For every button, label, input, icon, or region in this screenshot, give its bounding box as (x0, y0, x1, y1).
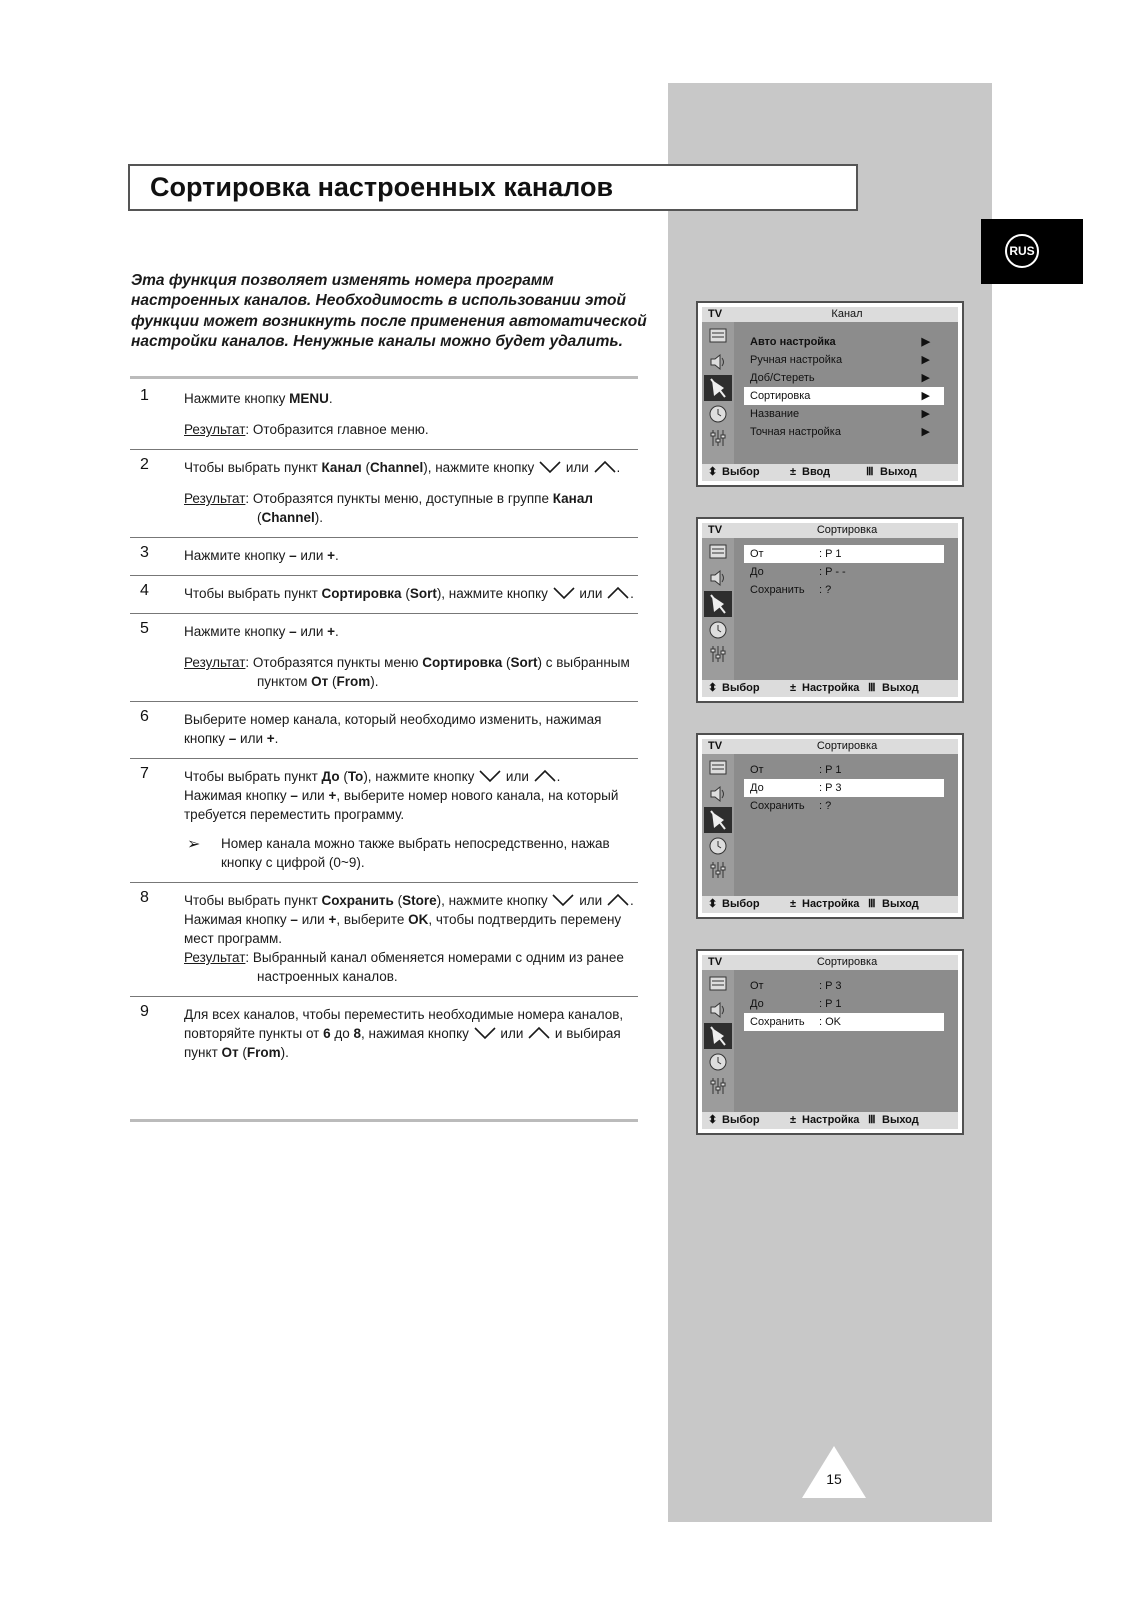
menu-item[interactable]: Точная настройка ▶ (750, 426, 930, 438)
step-result: Результат: Выбранный канал обменяется номерами с одним из ранее настроенных каналов. (184, 950, 624, 984)
step-text: Выберите номер канала, который необходимо изменить, нажимая кнопку – или +. (184, 712, 602, 746)
setup-icon (708, 1076, 728, 1096)
menu-item[interactable]: Ручная настройка ▶ (750, 354, 930, 366)
step-2 (130, 450, 638, 538)
chevron-up-icon (606, 893, 630, 907)
timer-icon (708, 404, 728, 424)
timer-icon (708, 1052, 728, 1072)
step-number: 8 (140, 889, 149, 906)
language-badge: RUS (1005, 234, 1039, 268)
channel-icon (704, 1023, 732, 1049)
chevron-up-icon (593, 460, 617, 474)
step-text: Нажмите кнопку MENU. (184, 391, 333, 406)
updown-icon: ⬍ (708, 466, 718, 478)
page-number: 15 (826, 1471, 842, 1487)
step-text: Чтобы выбрать пункт Сортировка (Sort), нажмите кнопку или . (184, 586, 634, 601)
osd-header: TV Сортировка (702, 523, 958, 538)
step-number: 9 (140, 1003, 149, 1020)
menu-icon: Ⅲ (868, 682, 876, 694)
divider-top (130, 376, 638, 379)
sound-icon (708, 1000, 728, 1020)
osd-header: TV Сортировка (702, 955, 958, 970)
updown-icon: ⬍ (708, 682, 718, 694)
osd-sidebar (702, 754, 734, 896)
step-text: Нажимая кнопку – или +, выберите номер нового канала, на который требуется переместить программу. (184, 788, 619, 822)
sound-icon (708, 352, 728, 372)
chevron-up-icon (527, 1026, 551, 1040)
osd-screen-sort-2 (696, 733, 964, 919)
intro-text: Эта функция позволяет изменять номера программ настроенных каналов. Необходимость в использовании этой функции может возникнуть после применения автоматической настройки каналов. Ненужные каналы можно будет удалить. (131, 272, 647, 351)
step-text: Нажимая кнопку – или +, выберите OK, чтобы подтвердить перемену мест программ. (184, 912, 622, 946)
timer-icon (708, 620, 728, 640)
step-6 (130, 702, 638, 759)
menu-item[interactable]: Сохранить : ? (750, 584, 832, 596)
sound-icon (708, 784, 728, 804)
osd-header: TV Сортировка (702, 739, 958, 754)
osd-footer: ⬍ Выбор ± Настройка Ⅲ Выход (702, 1112, 958, 1129)
divider-bottom (130, 1119, 638, 1122)
osd-menu (744, 977, 944, 1031)
osd-header: TV Канал (702, 307, 958, 322)
osd-menu (744, 545, 944, 599)
osd-menu (744, 333, 944, 441)
osd-sidebar (702, 538, 734, 680)
channel-icon (704, 807, 732, 833)
menu-item-selected[interactable]: До : P 3 (744, 779, 944, 797)
chevron-down-icon (551, 893, 575, 907)
picture-icon (708, 326, 728, 346)
plusminus-icon: ± (790, 898, 797, 910)
channel-icon (704, 375, 732, 401)
menu-item[interactable]: От : P 3 (750, 980, 842, 992)
step-8 (130, 883, 638, 997)
menu-item[interactable]: Авто настройка ▶ (750, 336, 930, 348)
note-arrow-icon: ➢ (187, 836, 201, 853)
step-9 (130, 997, 638, 1072)
step-3 (130, 538, 638, 576)
step-number: 1 (140, 387, 149, 404)
step-text: Чтобы выбрать пункт Сохранить (Store), нажмите кнопку или . (184, 893, 634, 908)
step-text: Чтобы выбрать пункт До (To), нажмите кнопку или . (184, 769, 561, 784)
plusminus-icon: ± (790, 1114, 797, 1126)
step-4 (130, 576, 638, 614)
menu-item[interactable]: Название ▶ (750, 408, 930, 420)
updown-icon: ⬍ (708, 898, 718, 910)
plusminus-icon: ± (790, 466, 797, 478)
step-number: 3 (140, 544, 149, 561)
menu-item[interactable]: Сохранить : ? (750, 800, 832, 812)
channel-icon (704, 591, 732, 617)
menu-item[interactable]: От : P 1 (750, 764, 842, 776)
picture-icon (708, 542, 728, 562)
plusminus-icon: ± (790, 682, 797, 694)
setup-icon (708, 428, 728, 448)
chevron-down-icon (478, 769, 502, 783)
step-number: 5 (140, 620, 149, 637)
chevron-down-icon (538, 460, 562, 474)
step-number: 2 (140, 456, 149, 473)
setup-icon (708, 860, 728, 880)
osd-footer: ⬍ Выбор ± Настройка Ⅲ Выход (702, 680, 958, 697)
menu-icon: Ⅲ (868, 898, 876, 910)
step-number: 7 (140, 765, 149, 782)
step-text: Чтобы выбрать пункт Канал (Channel), нажмите кнопку или . (184, 460, 621, 475)
menu-item-selected[interactable]: Сортировка ▶ (744, 387, 944, 405)
updown-icon: ⬍ (708, 1114, 718, 1126)
osd-footer: ⬍ Выбор ± Ввод Ⅲ Выход (702, 464, 958, 481)
picture-icon (708, 758, 728, 778)
osd-screen-sort-1 (696, 517, 964, 703)
sound-icon (708, 568, 728, 588)
setup-icon (708, 644, 728, 664)
chevron-up-icon (533, 769, 557, 783)
step-result: Результат: Отобразятся пункты меню, доступные в группе Канал (Channel). (184, 491, 593, 525)
menu-item-selected[interactable]: Сохранить : OK (744, 1013, 944, 1031)
osd-screen-channel (696, 301, 964, 487)
chevron-up-icon (606, 586, 630, 600)
step-5 (130, 614, 638, 702)
step-result: Результат: Отобразится главное меню. (184, 422, 429, 437)
osd-sidebar (702, 970, 734, 1112)
picture-icon (708, 974, 728, 994)
step-number: 4 (140, 582, 149, 599)
step-number: 6 (140, 708, 149, 725)
osd-screen-sort-3 (696, 949, 964, 1135)
osd-sidebar (702, 322, 734, 464)
step-7 (130, 759, 638, 883)
steps-list (130, 381, 638, 1072)
menu-icon: Ⅲ (866, 466, 874, 478)
step-1 (130, 381, 638, 450)
step-text: Нажмите кнопку – или +. (184, 624, 339, 639)
chevron-down-icon (552, 586, 576, 600)
step-text: Нажмите кнопку – или +. (184, 548, 339, 563)
step-note: ➢ Номер канала можно также выбрать непосредственно, нажав кнопку с цифрой (0~9). (187, 836, 610, 870)
language-tab (981, 219, 1083, 284)
menu-item[interactable]: До : P 1 (750, 998, 842, 1010)
osd-menu (744, 761, 944, 815)
step-text: Для всех каналов, чтобы переместить необходимые номера каналов, повторяйте пункты от 6 до 8, нажимая кнопку или и выбирая пункт От (From). (184, 1007, 624, 1060)
chevron-down-icon (473, 1026, 497, 1040)
menu-item[interactable]: Доб/Стереть ▶ (750, 372, 930, 384)
menu-item[interactable]: До : P - - (750, 566, 846, 578)
title-box (128, 164, 858, 211)
menu-item-selected[interactable]: От : P 1 (744, 545, 944, 563)
step-result: Результат: Отобразятся пункты меню Сортировка (Sort) с выбранным пунктом От (From). (184, 655, 630, 689)
osd-footer: ⬍ Выбор ± Настройка Ⅲ Выход (702, 896, 958, 913)
page-title: Сортировка настроенных каналов (150, 172, 614, 202)
timer-icon (708, 836, 728, 856)
menu-icon: Ⅲ (868, 1114, 876, 1126)
